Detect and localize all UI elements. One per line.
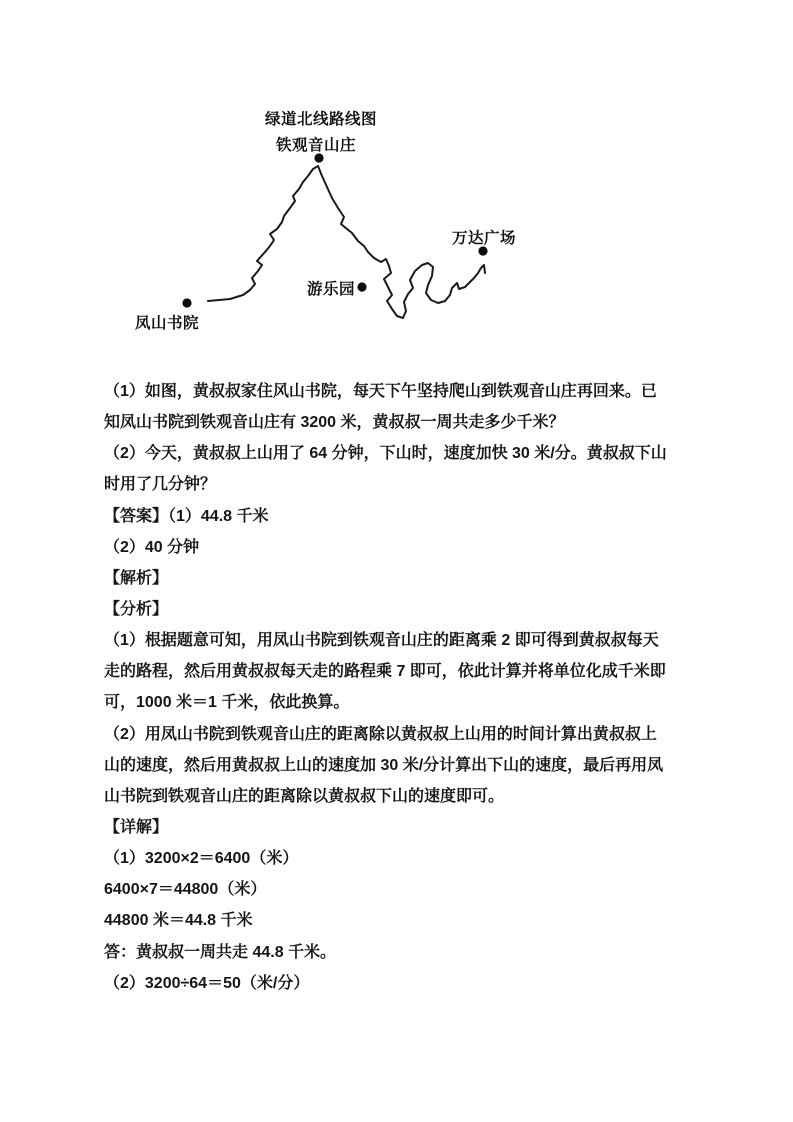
detail-line: 6400×7＝44800（米） <box>104 881 267 899</box>
location-label-tieguanyin: 铁观音山庄 <box>276 137 357 154</box>
location-dot-fengshan <box>182 298 191 307</box>
analysis-line: 走的路程，然后用黄叔叔每天走的路程乘 7 即可，依此计算并将单位化成千米即 <box>104 663 666 681</box>
analysis-section-label: 【分析】 <box>104 600 169 618</box>
detail-line: （1）3200×2＝6400（米） <box>104 850 299 868</box>
detail-line: 答：黄叔叔一周共走 44.8 千米。 <box>104 943 337 961</box>
location-label-wanda: 万达广场 <box>452 230 517 247</box>
analysis-line: （2）用凤山书院到铁观音山庄的距离除以黄叔叔上山用的时间计算出黄叔叔上 <box>104 725 657 743</box>
detail-section-label: 【详解】 <box>104 818 169 836</box>
question-line: 时用了几分钟？ <box>104 476 217 494</box>
detail-line: （2）3200÷64＝50（米/分） <box>104 974 310 992</box>
location-label-fengshan: 凤山书院 <box>135 315 200 332</box>
map-title: 绿道北线路线图 <box>265 111 378 128</box>
location-dot-youleyuan <box>357 282 366 291</box>
analysis-line: 可，1000 米＝1 千米，依此换算。 <box>104 694 350 712</box>
question-line: （2）今天，黄叔叔上山用了 64 分钟，下山时，速度加快 30 米/分。黄叔叔下山 <box>104 445 667 463</box>
analysis-section-header: 【解析】 <box>104 569 169 587</box>
route-map-figure <box>95 95 555 360</box>
analysis-line: （1）根据题意可知，用凤山书院到铁观音山庄的距离乘 2 即可得到黄叔叔每天 <box>104 632 659 650</box>
answer-line: （2）40 分钟 <box>104 538 200 556</box>
question-line: 知凤山书院到铁观音山庄有 3200 米，黄叔叔一周共走多少千米？ <box>104 414 565 432</box>
question-line: （1）如图，黄叔叔家住风山书院，每天下午坚持爬山到铁观音山庄再回来。已 <box>104 383 657 400</box>
analysis-line: 山书院到铁观音山庄的距离除以黄叔叔下山的速度即可。 <box>104 787 505 805</box>
problem-text-block <box>104 376 698 999</box>
analysis-line: 山的速度，然后用黄叔叔上山的速度加 30 米/分计算出下山的速度，最后再用凤 <box>104 756 664 774</box>
answer-line: 【答案】（1）44.8 千米 <box>104 507 269 525</box>
location-label-youleyuan: 游乐园 <box>307 281 356 298</box>
detail-line: 44800 米＝44.8 千米 <box>104 912 253 930</box>
